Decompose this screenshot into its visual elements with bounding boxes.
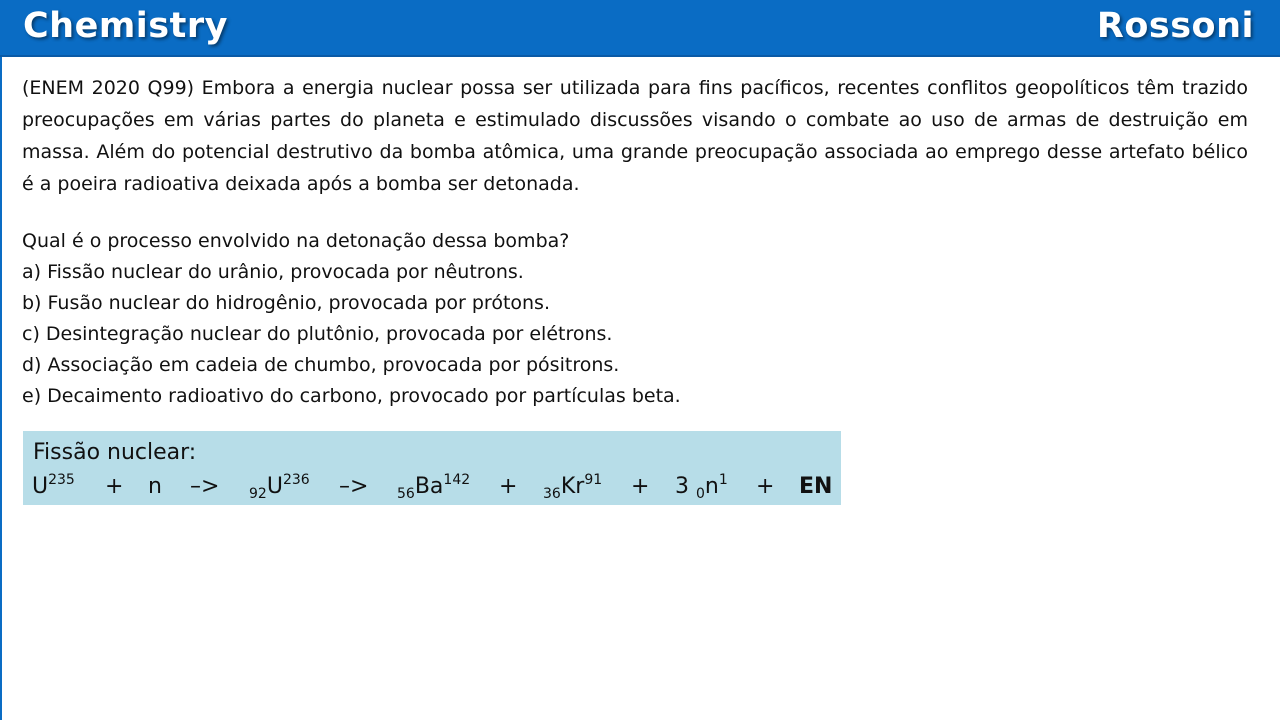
left-border <box>0 57 2 720</box>
plus-sign-3: + <box>631 474 650 499</box>
energy-label: EN <box>799 474 833 499</box>
answer-title: Fissão nuclear: <box>33 440 197 465</box>
author-title: Rossoni <box>1096 6 1254 46</box>
option-c: c) Desintegração nuclear do plutônio, provocada por elétrons. <box>22 323 613 345</box>
option-b: b) Fusão nuclear do hidrogênio, provocada por prótons. <box>22 292 550 314</box>
reaction-arrow-2: –> <box>339 474 369 499</box>
kr-atomic: 36 <box>543 486 561 502</box>
plus-sign-1: + <box>105 474 124 499</box>
question-block <box>22 226 1248 412</box>
u236-atomic: 92 <box>249 486 267 502</box>
ba-symbol: Ba <box>414 474 444 499</box>
plus-sign-4: + <box>756 474 775 499</box>
subject-title: Chemistry <box>23 6 228 46</box>
kr-symbol: Kr <box>560 474 585 499</box>
neutron-atomic: 0 <box>696 486 705 502</box>
u235-symbol: U <box>32 474 49 499</box>
u236-symbol: U <box>266 474 283 499</box>
krypton <box>543 471 602 503</box>
u235-mass: 235 <box>48 472 75 488</box>
barium <box>397 471 470 503</box>
kr-mass: 91 <box>584 472 603 488</box>
u236-mass: 236 <box>282 472 310 488</box>
header-bar <box>0 0 1280 57</box>
option-e: e) Decaimento radioativo do carbono, provocado por partículas beta. <box>22 385 681 407</box>
uranium-235 <box>32 471 75 503</box>
neutrons-released <box>675 471 728 503</box>
ba-atomic: 56 <box>397 486 415 502</box>
plus-sign-2: + <box>499 474 518 499</box>
question-statement: (ENEM 2020 Q99) Embora a energia nuclear possa ser utilizada para fins pacíficos, recentes conflitos geopolíticos têm trazido preocupações em várias partes do planeta e estimulado discussões visando o combate ao uso de armas de destruição em massa. Além do potencial destrutivo da bomba atômica, uma grande preocupação associada ao emprego desse artefato bélico é a poeira radioativa deixada após a bomba ser detonada. <box>22 77 1248 195</box>
uranium-236 <box>249 471 310 503</box>
ba-mass: 142 <box>443 472 471 488</box>
neutron-symbol: n <box>704 474 719 499</box>
option-d: d) Associação em cadeia de chumbo, provocada por pósitrons. <box>22 354 620 376</box>
neutron-coefficient: 3 <box>675 474 689 499</box>
option-a: a) Fissão nuclear do urânio, provocada por nêutrons. <box>22 261 524 283</box>
answer-box <box>23 431 841 505</box>
reaction-arrow-1: –> <box>190 474 220 499</box>
neutron: n <box>148 474 162 499</box>
neutron-mass: 1 <box>718 472 728 488</box>
question-prompt: Qual é o processo envolvido na detonação dessa bomba? <box>22 230 570 252</box>
